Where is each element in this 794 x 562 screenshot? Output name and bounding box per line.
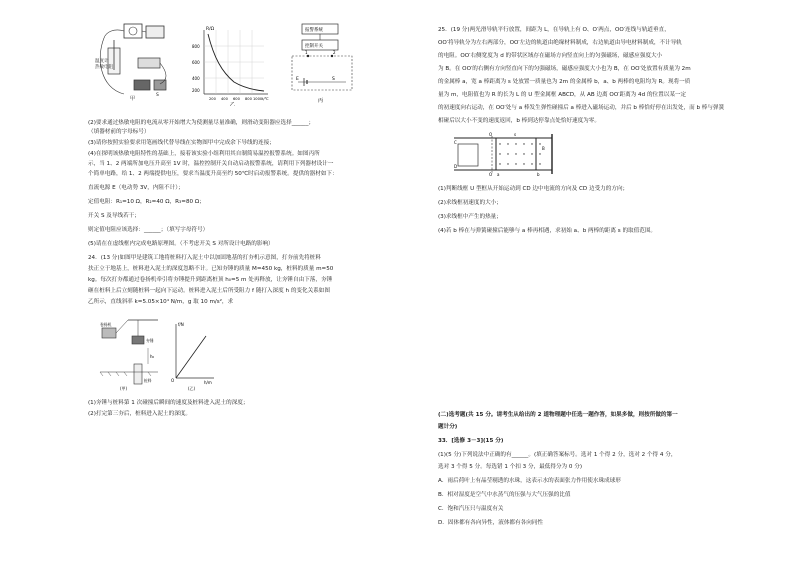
x-tick: 1000 xyxy=(253,97,263,101)
x-tick: 800 xyxy=(245,97,252,101)
voltmeter-box xyxy=(146,26,164,38)
pile-label: 桩料 xyxy=(144,378,152,383)
q25-sub: (4)若 b 棒在与弹簧碰撞后能够与 a 棒再相遇，求初始 a、b 两棒的距离 s 的取值范围。 xyxy=(438,228,657,234)
label-b: b xyxy=(537,172,540,176)
hammer-block xyxy=(132,336,144,344)
rheostat xyxy=(138,58,160,68)
elective-heading-2: 题计分) xyxy=(438,424,458,430)
svg-text:2: 2 xyxy=(333,50,336,55)
material-line: 开关 S 及导线若干； xyxy=(88,213,140,219)
h-axis-label: h/m xyxy=(204,380,212,385)
y-axis-label: R/Ω xyxy=(206,27,215,32)
emf-label: E xyxy=(296,77,299,82)
battery xyxy=(134,80,150,90)
q23-sub2-note: （填器材前的字母标号） xyxy=(88,129,150,135)
q33-line: (1)(5 分)下列说法中正确的有______。(填正确答案标号。选对 1 个得 2 分，选对 2 个得 4 分， xyxy=(438,452,677,458)
figure-yi-label: 乙 xyxy=(230,102,236,106)
y-tick: 600 xyxy=(192,60,200,65)
pile-block xyxy=(134,364,142,384)
q25-sub: (2)求线框初速度的大小； xyxy=(438,200,502,206)
y-tick: 200 xyxy=(192,88,200,93)
elective-heading: (二)选考题(共 15 分。请考生从给出的 2 道物理题中任选一题作答，如果多做，则按所做的第一 xyxy=(438,412,678,418)
figure-bing-circuit xyxy=(288,20,360,106)
q24-line: 乙所示，直线斜率 k=5.05×10⁴ N/m，g 取 10 m/s²，求 xyxy=(88,299,234,305)
label-s: s xyxy=(514,132,517,137)
q24-line: 24．(13 分)如图甲是建筑工地将桩料打入泥土中以加固地基的打夯机示意图，打夯前先将桩料 xyxy=(88,255,321,261)
q25-line: 25．(19 分)两光滑导轨平行放置，间距为 L，在导轨上有 O、O′两点，OO′连线与轨道垂直， xyxy=(438,27,670,33)
origin-label: O xyxy=(171,378,175,383)
q24-sub2: (2)打完第三夯后，桩料进入泥土的深度。 xyxy=(88,411,192,417)
q23-sub3: (3)请你按照实验要求用笔画线代替导线在实物图甲中完成余下导线的连接； xyxy=(88,140,275,146)
switch-box xyxy=(154,80,166,90)
meter-box xyxy=(124,24,142,38)
q23-sub4-line: 个简单电路，给 1、2 两端提供电压，要求当温度升高至约 50℃时启动报警系统。提供的器材如下： xyxy=(88,171,338,177)
q24-line: 砸在桩料上后立刻随桩料一起向下运动。桩料进入泥土后所受阻力 f 随打入深度 h 的变化关系如图 xyxy=(88,288,330,294)
q33-option: D．固体都有各向异性，液体都有各向同性 xyxy=(438,520,543,526)
x-tick: 600 xyxy=(233,97,240,101)
q23-sub5: (5)请在在虚线框内完成电路原理图。（不考虑开关 S 对所设计电路的影响） xyxy=(88,241,274,247)
h0-label: h₀ xyxy=(150,354,155,359)
switch-s-label: S xyxy=(332,77,335,82)
q23-sub4-line: 示，当 1、2 两端所加电压升高至 1V 时，温控控制开关自动启动报警系统，请利用下列器材设计一 xyxy=(88,161,334,167)
x-tick: 200 xyxy=(209,97,216,101)
thermometer-label: 温度计 xyxy=(95,59,109,64)
q25-line: 的金属棒 a，宽 a 棒距离为 s 处放置一质量也为 2m 的金属棒 b，a、b 两棒的电阻均为 R。现将一质 xyxy=(438,79,691,85)
u-frame xyxy=(458,144,478,166)
q25-line: 的初速度向右运动，在 OO′处与 a 棒发生弹性碰撞后 a 棒进入磁场运动，并后 b 棒恰好停在出发处，而 b 棒与弹簧 xyxy=(438,105,725,111)
hammer-label: 夯锤 xyxy=(146,338,154,343)
figure-yi-graph xyxy=(190,24,272,106)
control-switch-label: 控制开关 xyxy=(305,44,323,49)
figure-24 xyxy=(98,314,218,392)
q25-line: OO′将导轨分为左右两部分，OO′左边的轨道由绝缘材料制成，右边轨道由导电材料制成，不计导轨 xyxy=(438,40,682,46)
q25-line: 相碰后以大小不变的速度返回，b 棒到达停靠点处恰好速度为零。 xyxy=(438,118,600,124)
r-t-curve xyxy=(208,34,264,91)
y-tick: 800 xyxy=(192,44,200,49)
q24-line: 扶正立于地基上，桩料进入泥土的深度忽略不计。已知夯锤的质量 M=450 kg，桩料的质量 m=50 xyxy=(88,266,334,272)
figure-jia-label: 甲 xyxy=(130,96,136,102)
fig24-yi-label: (乙) xyxy=(188,386,196,391)
q25-sub: (3)求线框中产生的热量； xyxy=(438,214,502,220)
q33-option: A．雨后荷叶上有晶莹剔透的水珠，这表示水的表面张力作用使水珠成球形 xyxy=(438,478,621,484)
q24-line: kg。每次打夯都通过卷扬机牵引将夯锤提升到距离桩顶 h₀=5 m 处再释放，让夯锤自由下落，夯锤 xyxy=(88,277,333,283)
figure-jia-apparatus xyxy=(94,18,174,102)
label-c: C xyxy=(454,140,457,145)
label-o-prime: O′ xyxy=(489,172,494,176)
dashed-design-box xyxy=(292,56,352,90)
label-d: D xyxy=(454,164,458,169)
f-h-line xyxy=(176,336,206,378)
q25-line: 为 B。在 OO′的右侧有方向竖直向下的匀强磁场，磁感应强度大小也为 B，在 OO′处放置有质量为 2m xyxy=(438,66,691,72)
q33-option: B．相对湿度是空气中水蒸气的压强与大气压强的比值 xyxy=(438,492,571,498)
field-dots xyxy=(499,143,540,164)
q23-select: 则定值电阻应该选择：______；（填写字母符号） xyxy=(88,227,209,233)
label-a: a xyxy=(497,172,500,176)
winch-box xyxy=(102,328,116,338)
q23-sub4-line: (4)在探明该热敏电阻特性的基础上，接着该实验小组利用其自制简易温控报警系统。如图丙所 xyxy=(88,151,320,157)
q25-line: 的电阻。OO′右侧宽度为 d 的带状区域存在磁场方向竖直向上的匀强磁场，磁感应强度大小 xyxy=(438,53,663,59)
switch-label: S xyxy=(156,93,159,98)
q24-sub1: (1)夯锤与桩料第 1 次碰撞后瞬间的速度及桩料进入泥土的深度； xyxy=(88,400,249,406)
fig24-jia-label: (甲) xyxy=(120,386,128,391)
resistor-label: 热敏电阻 xyxy=(95,65,113,70)
material-line: 直流电源 E（电动势 3V，内阻不计）； xyxy=(88,185,184,191)
y-tick: 400 xyxy=(192,76,200,81)
x-tick: 400 xyxy=(221,97,228,101)
figure-25-rails xyxy=(452,132,564,176)
label-o: O xyxy=(489,132,493,137)
q33-line: 选对 3 个得 5 分。每选错 1 个扣 3 分，最低得分为 0 分) xyxy=(438,464,583,470)
q33-option: C．饱和汽压只与温度有关 xyxy=(438,506,504,512)
x-axis-label: t/℃ xyxy=(262,97,269,101)
svg-text:1: 1 xyxy=(305,50,308,55)
label-field-b: B xyxy=(542,146,545,151)
q33-title: 33．[选修 3－3](15 分) xyxy=(438,438,504,444)
q25-sub: (1)判断线框 U 型框从开始运动到 CD 边中电流的方向及 CD 边受力的方向； xyxy=(438,186,629,192)
alarm-system-label: 报警系统 xyxy=(305,28,323,33)
winch-label: 卷扬机 xyxy=(100,322,112,327)
f-axis-label: f/N xyxy=(178,322,184,327)
q25-line: 量为 m，电阻值也为 R 的长为 L 的 U 型金属框 ABCD，从 AB 边离 OO′距离为 4d 的位置以某一定 xyxy=(438,92,687,98)
q23-sub2: (2)要求通过热敏电阻的电流从零开始增大为使测量尽量准确，则滑动变阻器应选择______； xyxy=(88,120,315,126)
material-line: 定值电阻：R₁=10 Ω，R₂=40 Ω，R₃=80 Ω； xyxy=(88,199,205,205)
graph-grid xyxy=(204,30,268,94)
figure-bing-label: 丙 xyxy=(318,98,324,104)
